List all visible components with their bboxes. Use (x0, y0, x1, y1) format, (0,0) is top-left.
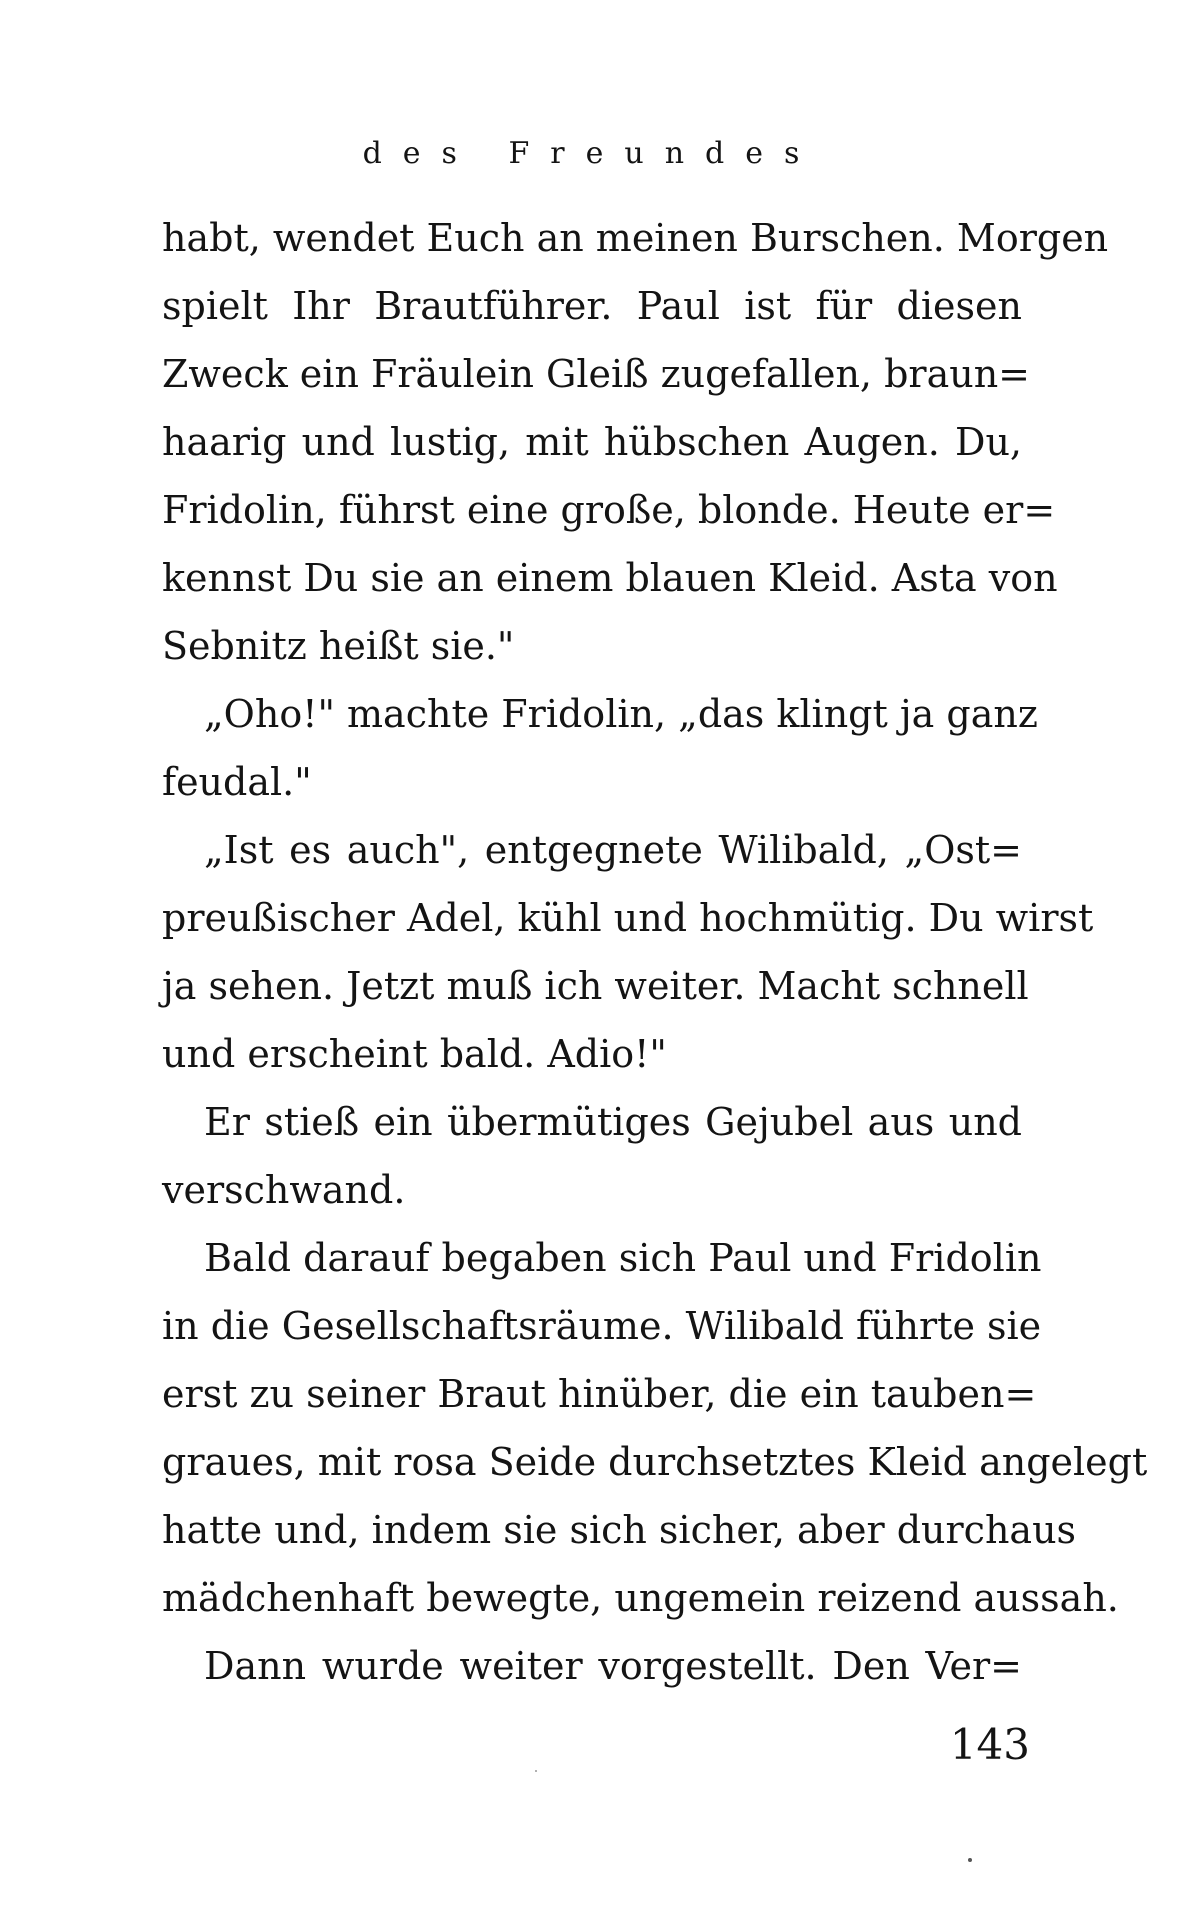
text-line: erst zu seiner Braut hinüber, die ein tauben= (162, 1372, 1037, 1416)
paragraph (162, 1632, 1022, 1700)
text-line: „Oho!" machte Fridolin, „das klingt ja ganz (204, 692, 1038, 736)
text-line: in die Gesellschaftsräume. Wilibald führte sie (162, 1304, 1042, 1348)
text-line: Bald darauf begaben sich Paul und Fridolin (204, 1236, 1042, 1280)
paper-speck (535, 1770, 537, 1772)
text-line: Zweck ein Fräulein Gleiß zugefallen, braun= (162, 352, 1031, 396)
text-line: und erscheint bald. Adio!" (162, 1032, 667, 1076)
text-line: habt, wendet Euch an meinen Burschen. Morgen (162, 216, 1109, 260)
page-number: 143 (949, 1720, 1030, 1769)
text-line: Er stieß ein übermütiges Gejubel aus und (204, 1100, 1022, 1144)
text-line: preußischer Adel, kühl und hochmütig. Du wirst (162, 896, 1094, 940)
paragraph (162, 816, 1094, 1088)
text-line: Sebnitz heißt sie." (162, 624, 515, 668)
text-line: Dann wurde weiter vorgestellt. Den Ver= (204, 1644, 1022, 1688)
running-head: des Freundes (362, 136, 821, 171)
text-line: spielt Ihr Brautführer. Paul ist für diesen (162, 284, 1022, 328)
text-line: feudal." (162, 760, 312, 804)
text-line: mädchenhaft bewegte, ungemein reizend aussah. (162, 1576, 1119, 1620)
text-line: kennst Du sie an einem blauen Kleid. Asta von (162, 556, 1058, 600)
paragraph (162, 204, 1109, 680)
paragraph (162, 1224, 1148, 1632)
paper-speck (968, 1858, 972, 1862)
text-line: haarig und lustig, mit hübschen Augen. Du, (162, 420, 1022, 464)
text-line: graues, mit rosa Seide durchsetztes Kleid angelegt (162, 1440, 1148, 1484)
text-line: Fridolin, führst eine große, blonde. Heute er= (162, 488, 1056, 532)
paragraph (162, 680, 1038, 816)
text-line: verschwand. (162, 1168, 406, 1212)
text-line: ja sehen. Jetzt muß ich weiter. Macht schnell (162, 964, 1029, 1008)
text-line: „Ist es auch", entgegnete Wilibald, „Ost= (204, 828, 1022, 872)
paragraph (162, 1088, 1022, 1224)
text-line: hatte und, indem sie sich sicher, aber durchaus (162, 1508, 1077, 1552)
body-text (162, 204, 1148, 1700)
